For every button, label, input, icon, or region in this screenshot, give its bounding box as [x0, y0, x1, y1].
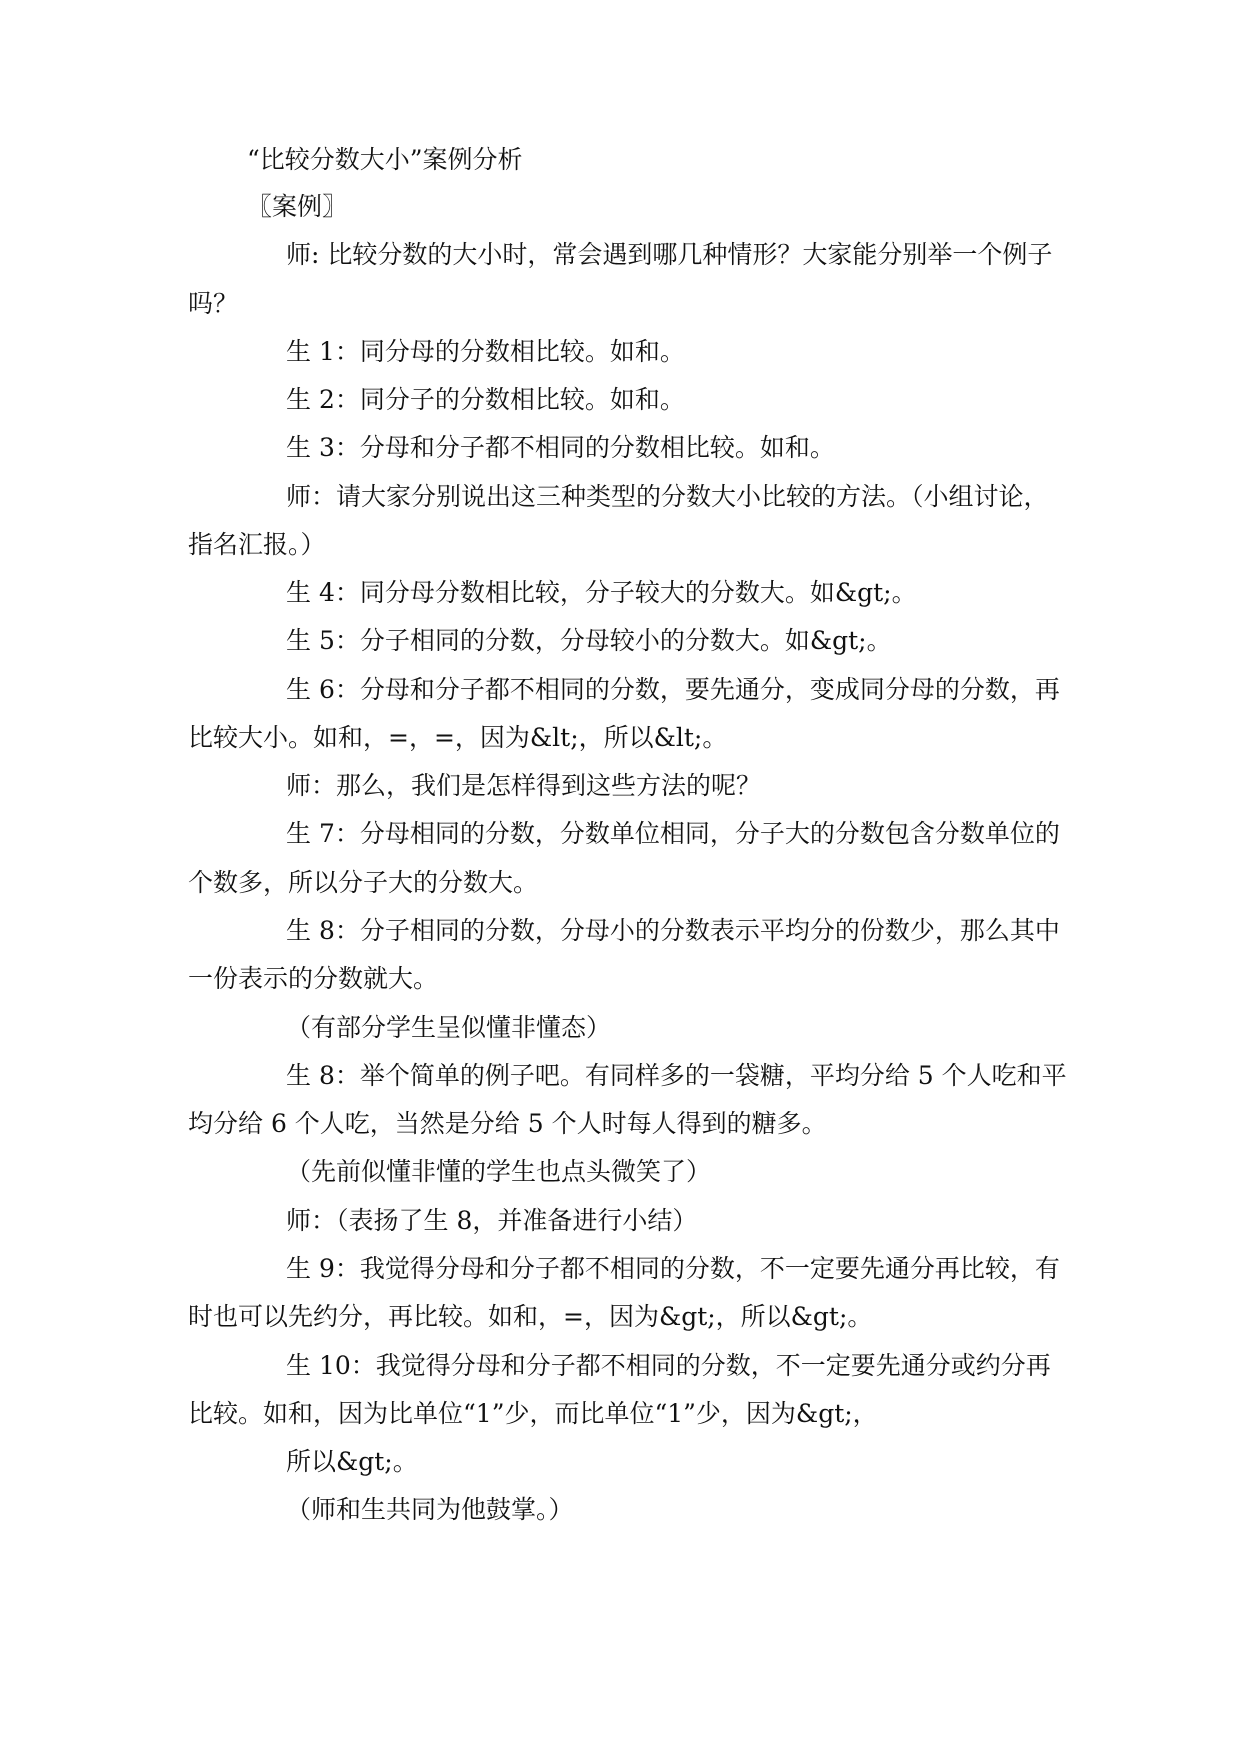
- paragraph-line: 生 6：分母和分子都不相同的分数，要先通分，变成同分母的分数，再: [286, 675, 1060, 704]
- paragraph-line: 师：（表扬了生 8，并准备进行小结）: [286, 1206, 698, 1235]
- paragraph-line: 生 2：同分子的分数相比较。如和。: [286, 385, 685, 414]
- paragraph-line: （有部分学生呈似懂非懂态）: [286, 1013, 612, 1042]
- paragraph-line: 生 4：同分母分数相比较，分子较大的分数大。如&gt;。: [286, 578, 917, 607]
- paragraph-line: 均分给 6 个人吃，当然是分给 5 个人时每人得到的糖多。: [188, 1109, 827, 1138]
- paragraph-line: 生 8：分子相同的分数，分母小的分数表示平均分的份数少，那么其中: [286, 916, 1060, 945]
- paragraph-line: 生 7：分母相同的分数，分数单位相同，分子大的分数包含分数单位的: [286, 819, 1060, 848]
- paragraph-line: （师和生共同为他鼓掌。）: [286, 1495, 574, 1524]
- paragraph-line: 生 3：分母和分子都不相同的分数相比较。如和。: [286, 433, 835, 462]
- paragraph-line: 一份表示的分数就大。: [188, 964, 439, 993]
- paragraph-line: 比较。如和，因为比单位“1”少，而比单位“1”少，因为&gt;，: [188, 1399, 878, 1428]
- paragraph-line: 生 8：举个简单的例子吧。有同样多的一袋糖，平均分给 5 个人吃和平: [286, 1061, 1067, 1090]
- document-title: “比较分数大小”案例分析: [247, 145, 523, 174]
- paragraph-line: 指名汇报。）: [188, 530, 326, 559]
- paragraph-line: 师：请大家分别说出这三种类型的分数大小比较的方法。（小组讨论，: [286, 482, 1049, 511]
- paragraph-line: 吗？: [188, 289, 239, 318]
- paragraph-line: 生 1：同分母的分数相比较。如和。: [286, 337, 685, 366]
- paragraph-line: 比较大小。如和，=，=，因为&lt;，所以&lt;。: [188, 723, 728, 752]
- paragraph-line: （先前似懂非懂的学生也点头微笑了）: [286, 1157, 712, 1186]
- paragraph-line: 生 9：我觉得分母和分子都不相同的分数，不一定要先通分再比较，有: [286, 1254, 1060, 1283]
- paragraph-line: 时也可以先约分，再比较。如和，=，因为&gt;，所以&gt;。: [188, 1302, 873, 1331]
- paragraph-line: 生 10：我觉得分母和分子都不相同的分数，不一定要先通分或约分再: [286, 1351, 1051, 1380]
- paragraph-line: 所以&gt;。: [286, 1447, 418, 1476]
- paragraph-line: 个数多，所以分子大的分数大。: [188, 868, 539, 897]
- paragraph-line: 师: 比较分数的大小时，常会遇到哪几种情形？大家能分别举一个例子: [286, 240, 1053, 269]
- paragraph-line: 生 5：分子相同的分数，分母较小的分数大。如&gt;。: [286, 626, 892, 655]
- paragraph-line: 师：那么，我们是怎样得到这些方法的呢？: [286, 771, 762, 800]
- section-label: 〖案例〗: [247, 192, 348, 221]
